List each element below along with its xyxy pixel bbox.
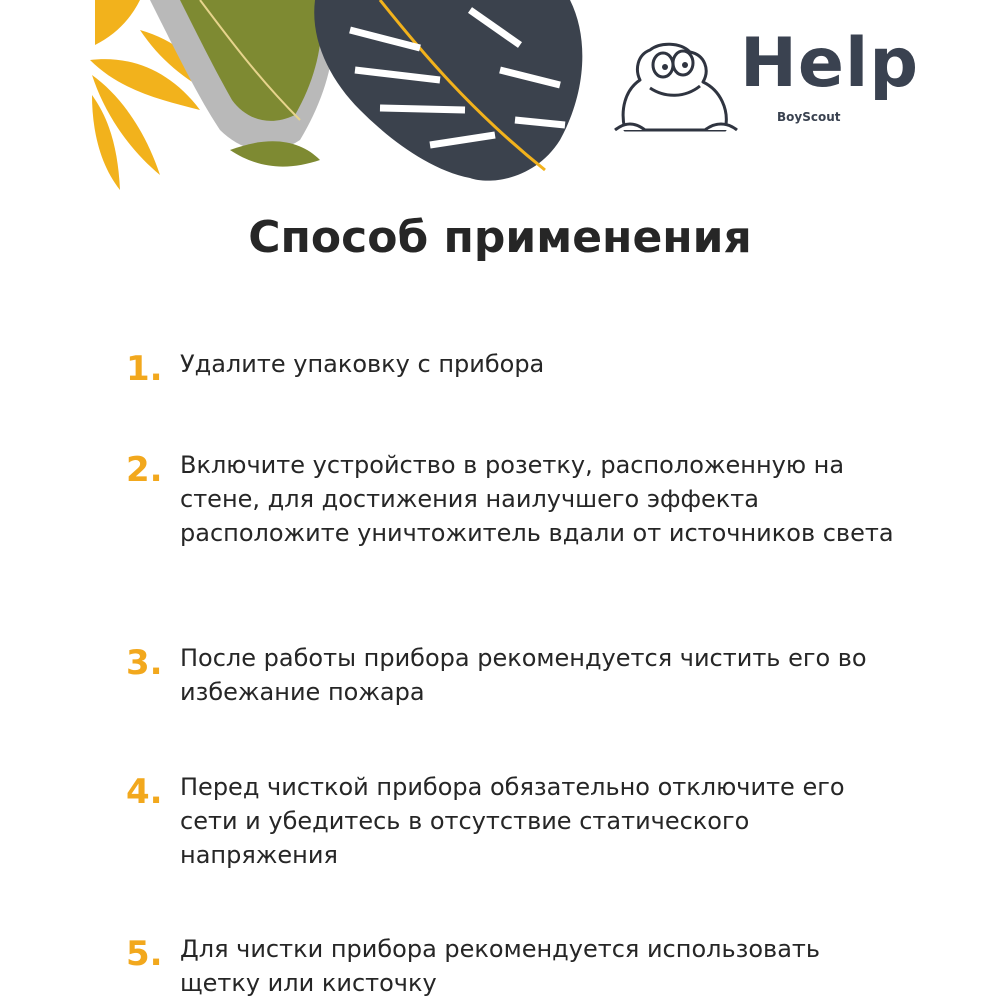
step-number: 4.: [126, 772, 163, 812]
logo-wordmark: Help: [740, 24, 920, 103]
step-text: Удалите упаковку с прибора: [180, 350, 545, 378]
step-text: Для чистки прибора рекомендуется использовать щетку или кисточку: [180, 935, 821, 997]
step-number: 1.: [126, 349, 163, 389]
step-number: 2.: [126, 450, 163, 490]
page-title: Способ применения: [248, 212, 752, 263]
tropical-leaves-icon: [0, 0, 620, 200]
logo-subtitle: BoyScout: [777, 110, 841, 124]
step-text: После работы прибора рекомендуется чистить его во избежание пожара: [180, 644, 867, 706]
step-number: 5.: [126, 934, 163, 974]
step-number: 3.: [126, 643, 163, 683]
brand-logo: [605, 24, 925, 140]
step-text: Включите устройство в розетку, расположенную на стене, для достижения наилучшего эффекта расположите уничтожитель вдали от источников света: [180, 451, 894, 547]
frog-mascot-icon: [605, 30, 745, 140]
step-text: Перед чисткой прибора обязательно отключите его сети и убедитесь в отсутствие статического напряжения: [180, 773, 845, 869]
